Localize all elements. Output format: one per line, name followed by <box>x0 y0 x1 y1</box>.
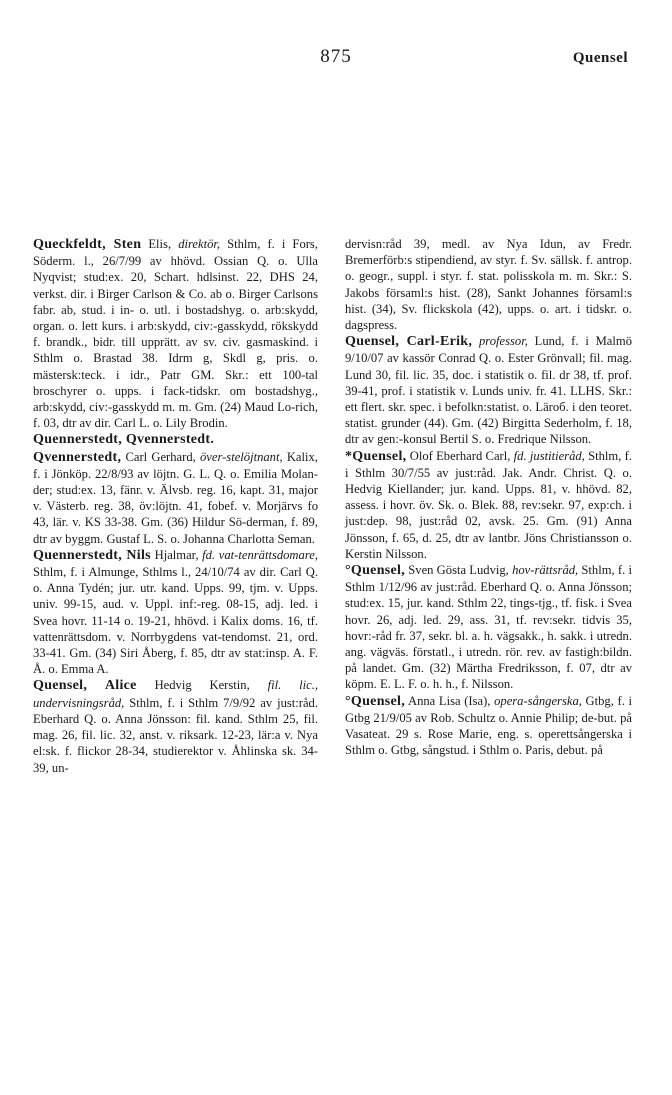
running-head: Quensel <box>572 50 628 66</box>
entry-quensel-alice <box>33 677 318 775</box>
entry-continuation <box>345 236 632 333</box>
entry-names: Hedvig Kerstin, <box>154 678 250 693</box>
entry-text: Sthlm, f. i Sthlm 7/9/92 av just:råd. Eberhard Q. o. Anna Jönsson: fil. kand. Sthlm 25, fil. mag. 26, fil. lic. 32, anst. v. riksark. 12-23, lär:a v. Nya el:sk. f. flickor 28-34, studierektor v. Åhlinska sk. 34-39, un- <box>33 695 318 775</box>
left-column <box>33 236 318 776</box>
entry-title: opera-sångerska, <box>494 693 582 708</box>
entry-headword: *Quensel, <box>345 448 407 464</box>
entry-title: fd. justitieråd, <box>513 448 585 463</box>
entry-text: Kalix, f. i Jönköp. 22/8/93 av löjtn. G. L. Q. o. Emilia Molan-der; stud:ex. 13, fänr. v. Älvsb. reg. 16, kapt. 31, major v. Västerb. reg. 38, öv:löjtn. 41, fobef. v. Morjärvs fo 43, lär. v. KS 33-38. Gm. (36) Hildur Sö-derman, f. 89, dtr av byggm. Gustaf L. S. o. Johanna Charlotta Seman. <box>33 449 318 546</box>
entry-headword: Qvennerstedt, <box>33 449 122 465</box>
entry-text: dervisn:råd 39, medl. av Nya Idun, av Fredr. Bremerförb:s stipendiend, av styr. f. Sv. sällsk. f. antrop. o. geogr., suppl. i styr. f. stat. polisskola m. m. Skr.: S. Jakobs församl:s hist. (28), Sankt Johannes församl:s hist. (34), Sv. flickskola (42), upps. o. art. i tidskr. o. dagspress. <box>345 237 632 333</box>
entry-text: Sthlm, f. i Sthlm 30/7/55 av just:råd. Jak. Andr. Christ. Q. o. Hedvig Kiellander; jur. kand. Upps. 81, v. hhövd. 82, assess. i hovr. öv. Sk. o. Blek. 88, rev:sekr. 97, exp:ch. i just:dep. 98, just:råd 02, avsk. 25. Gm. (91) Anna Jönsson, f. 65, d. 25, dtr av lantbr. Jöns Christiansson o. Kerstin Nilsson. <box>345 448 632 561</box>
right-column <box>345 236 632 759</box>
entry-text: Sthlm, f. i Sthlm 1/12/96 av just:råd. Eberhard Q. o. Anna Jönsson; stud:ex. 15, jur. kand. Sthlm 22, tings-tjg., tf. fisk. i Svea hovr. 26, adj. led. 29, ass. 31, tf. rev:sekr. tidvis 35, hovr:-råd fr. 37, sekr. bl. a. h. vägsakk., h. sakk. i utredn. ang. vägväs. förstatl., i utredn. rör. rev. av fastigh:bildn. på landet. Gm. (32) Märtha Fredriksson, f. 07, dtr av köpm. E. L. F. o. h. h., f. Nilsson. <box>345 563 632 692</box>
entry-headword: °Quensel, <box>345 563 406 579</box>
entry-quensel-olof <box>345 448 632 562</box>
entry-text: Sthlm, f. i Almunge, Sthlms l., 24/10/74 av dir. Carl Q. o. Anna Tydén; jur. utr. kand. Upps. 99, tjm. v. Upps. univ. 99-15, aud. v. Uppl. inf:-reg. 08-15, adj. led. i Svea hovr. 11-14 o. 19-21, hhövd. i Kalix doms. 16, tf. vattenrättsdom. v. Norrbygdens vat-tendomst. 21, ord. 33-41. Gm. (34) Siri Åberg, f. 85, dtr av stat:insp. A. F. Å. o. Emma A. <box>33 565 318 677</box>
entry-names: Olof Eberhard Carl, <box>409 448 511 463</box>
entry-headword: Quensel, Alice <box>33 678 137 694</box>
entry-quensel-anna-lisa <box>345 693 632 759</box>
entry-names: Carl Gerhard, <box>125 449 196 464</box>
entry-quensel-sven <box>345 562 632 693</box>
entry-title: fil. lic., undervisningsråd, <box>33 678 319 710</box>
entry-headword: °Quensel, <box>345 693 406 709</box>
entry-headword: Queckfeldt, Sten <box>33 237 142 252</box>
entry-title: fd. vat-tenrättsdomare, <box>202 547 318 562</box>
entry-names: Hjalmar, <box>154 547 199 562</box>
entry-names: Elis, <box>148 237 172 251</box>
entry-text: Lund, f. i Malmö 9/10/07 av kassör Conrad Q. o. Ester Grönvall; fil. mag. Lund 30, fil. lic. 35, doc. i statistik o. fil. dr 38, tf. prof. 39-41, prof. i statistik v. Lunds univ. fr. 41. LLHS. Skr.: ett flert. skr. spec. i befolkn:statist. o. Läroб. i den teoret. statist. grunder (44). Gm. (42) Birgitta Sederholm, f. 18, dtr av gen:-konsul Bertil S. o. Fredrique Nilsson. <box>345 334 632 447</box>
entry-text: Sthlm, f. i Fors, Söderm. l., 26/7/99 av hhövd. Ossian Q. o. Ulla Nyqvist; stud:ex. 20, Schart. hdlsinst. 22, DHS 24, verkst. dir. i Birger Carlson & Co. ab o. Birger Carlsons fabr. ab, stud. i in- o. utl. i bostadshyg. o. arb:skydd, organ. o. lett kurs. i arb:skydd, civ:-gasskydd, rökskydd f. brandk., bidr. till upprätt. av sv. civ. gasmaskind. i Sthlm o. Brastad 38. Idrm g, Skdl g, pris. o. mästersk:teck. i idr., Patr GM. Skr.: ett 100-tal broschyrer o. upps. i fack-tidskr. om bostadshyg., arb:skydd, civ:-gasskydd m. m. Gm. (24) Maud Lo-rich, f. 03, dtr av dir. Carl L. o. Lily Brodin. <box>33 237 318 431</box>
page-number: 875 <box>320 46 352 67</box>
entry-quennerstedt-ref <box>33 431 318 448</box>
entry-title: professor, <box>478 334 528 349</box>
entry-qvennerstedt-carl <box>33 449 318 547</box>
entry-headword: Quennerstedt, Qvennerstedt. <box>33 432 215 448</box>
entry-quensel-carl-erik <box>345 333 632 447</box>
entry-headword: Quensel, Carl-Erik, <box>345 334 473 350</box>
entry-quennerstedt-nils <box>33 547 318 678</box>
entry-names: Anna Lisa (Isa), <box>407 693 491 708</box>
entry-title: över-stelöjtnant, <box>199 449 283 464</box>
entry-title: direktör, <box>178 237 221 251</box>
entry-text: Gtbg, f. i Gtbg 21/9/05 av Rob. Schultz o. Annie Philip; de-but. på Vasateat. 29 s. Rose Marie, eng. s. operettsångerska i Sthlm o. Gtbg, sångstud. i Sthlm o. Paris, debut. på <box>345 693 632 758</box>
entry-title: hov-rättsråd, <box>512 563 579 578</box>
entry-queckfeldt <box>33 236 318 431</box>
entry-names: Sven Gösta Ludvig, <box>408 563 509 578</box>
entry-headword: Quennerstedt, Nils <box>33 547 151 563</box>
